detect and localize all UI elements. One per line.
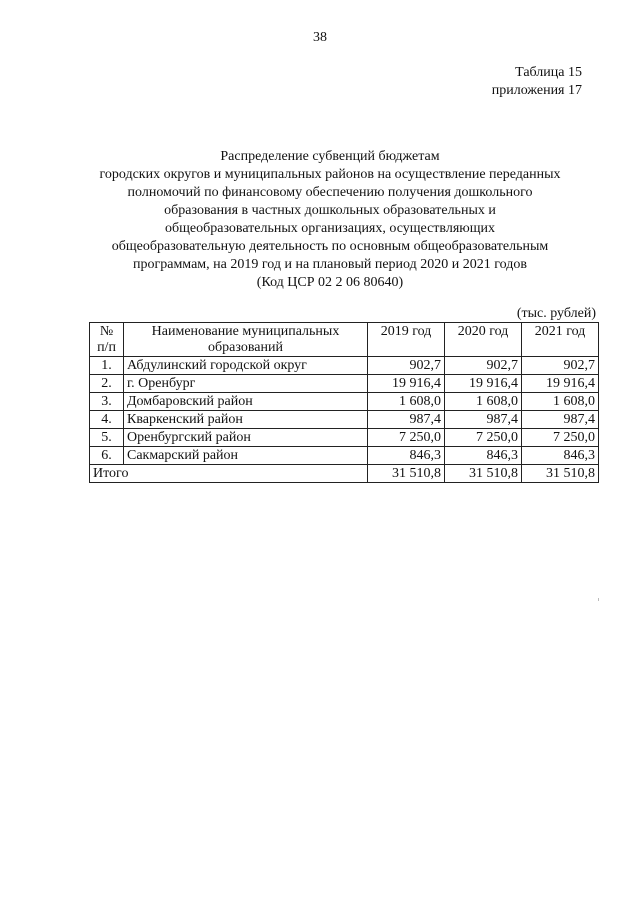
row-value-2019: 846,3 — [368, 447, 445, 465]
header-2019: 2019 год — [368, 323, 445, 357]
row-value-2020: 7 250,0 — [445, 429, 522, 447]
row-value-2021: 902,7 — [522, 357, 599, 375]
table-header-row — [90, 323, 599, 357]
table-ref-line-1: Таблица 15 — [515, 65, 582, 80]
scan-artifact — [598, 598, 599, 601]
row-value-2020: 902,7 — [445, 357, 522, 375]
total-label: Итого — [90, 465, 368, 483]
table-ref-line-2: приложения 17 — [491, 83, 582, 98]
header-municipality-name: Наименование муниципальных образований — [124, 323, 368, 357]
subvention-table — [89, 322, 599, 483]
title-line: городских округов и муниципальных районов на осуществление переданных — [99, 167, 561, 182]
table-row — [90, 357, 599, 375]
row-value-2020: 846,3 — [445, 447, 522, 465]
row-value-2021: 846,3 — [522, 447, 599, 465]
row-municipality: г. Оренбург — [124, 375, 368, 393]
row-value-2019: 1 608,0 — [368, 393, 445, 411]
title-line: Распределение субвенций бюджетам — [220, 149, 440, 164]
row-value-2019: 902,7 — [368, 357, 445, 375]
header-2020: 2020 год — [445, 323, 522, 357]
title-line: образования в частных дошкольных образовательных и — [164, 203, 496, 218]
row-value-2019: 19 916,4 — [368, 375, 445, 393]
row-value-2020: 19 916,4 — [445, 375, 522, 393]
title-line: полномочий по финансовому обеспечению получения дошкольного — [127, 185, 533, 200]
row-number: 6. — [90, 447, 124, 465]
page-number: 38 — [313, 30, 327, 45]
row-municipality: Домбаровский район — [124, 393, 368, 411]
total-value-2021: 31 510,8 — [522, 465, 599, 483]
row-number: 3. — [90, 393, 124, 411]
document-title — [80, 148, 580, 292]
table-row — [90, 429, 599, 447]
row-municipality: Абдулинский городской округ — [124, 357, 368, 375]
table-row — [90, 375, 599, 393]
table-total-row — [90, 465, 599, 483]
units-label: (тыс. рублей) — [516, 306, 596, 321]
row-value-2019: 987,4 — [368, 411, 445, 429]
row-number: 5. — [90, 429, 124, 447]
table-row — [90, 393, 599, 411]
total-value-2019: 31 510,8 — [368, 465, 445, 483]
row-value-2020: 1 608,0 — [445, 393, 522, 411]
total-value-2020: 31 510,8 — [445, 465, 522, 483]
row-value-2019: 7 250,0 — [368, 429, 445, 447]
header-number: № п/п — [90, 323, 124, 357]
row-number: 1. — [90, 357, 124, 375]
row-value-2020: 987,4 — [445, 411, 522, 429]
row-value-2021: 19 916,4 — [522, 375, 599, 393]
table-row — [90, 447, 599, 465]
row-value-2021: 1 608,0 — [522, 393, 599, 411]
row-value-2021: 7 250,0 — [522, 429, 599, 447]
title-line: (Код ЦСР 02 2 06 80640) — [256, 275, 404, 290]
row-value-2021: 987,4 — [522, 411, 599, 429]
row-municipality: Оренбургский район — [124, 429, 368, 447]
table-row — [90, 411, 599, 429]
row-number: 2. — [90, 375, 124, 393]
table-reference — [492, 64, 582, 100]
title-line: общеобразовательных организациях, осуществляющих — [164, 221, 496, 236]
row-number: 4. — [90, 411, 124, 429]
title-line: общеобразовательную деятельность по основным общеобразовательным — [111, 239, 549, 254]
header-2021: 2021 год — [522, 323, 599, 357]
title-line: программам, на 2019 год и на плановый период 2020 и 2021 годов — [133, 257, 527, 272]
row-municipality: Сакмарский район — [124, 447, 368, 465]
row-municipality: Кваркенский район — [124, 411, 368, 429]
